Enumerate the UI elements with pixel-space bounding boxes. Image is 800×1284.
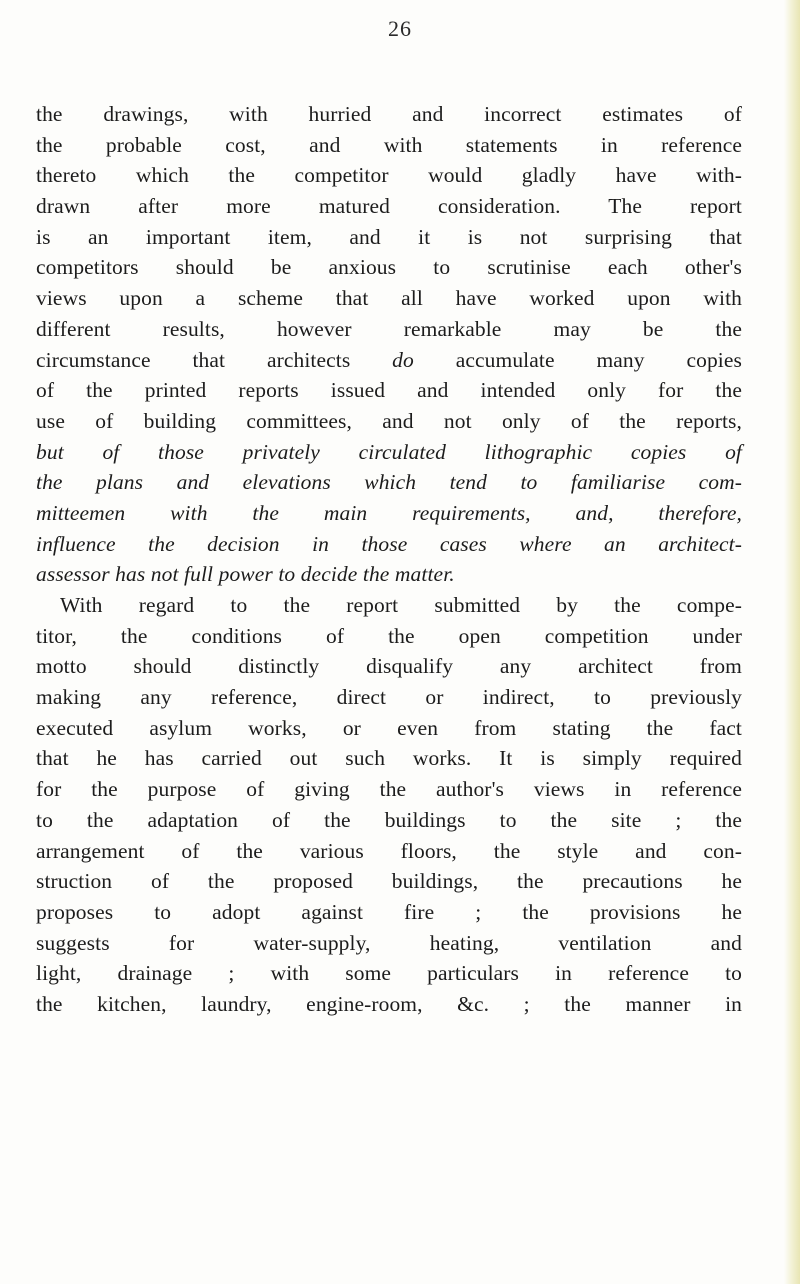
text-line: competitors should be anxious to scrutinise each other's (36, 255, 742, 280)
text-run: accumulate many copies (413, 347, 742, 372)
text-line: titor, the conditions of the open competition under (36, 623, 742, 648)
text-line: executed asylum works, or even from stating the fact (36, 715, 742, 740)
text-line: of the printed reports issued and intended only for the (36, 378, 742, 403)
text-line: different results, however remarkable may be the (36, 316, 742, 341)
italic-text-line: the plans and elevations which tend to familiarise com- (36, 470, 742, 495)
text-line: drawn after more matured consideration. The report (36, 194, 742, 219)
text-line: making any reference, direct or indirect, to previously (36, 685, 742, 710)
italic-text-line: assessor has not full power to decide the matter. (36, 562, 455, 587)
text-line: suggests for water-supply, heating, ventilation and (36, 930, 742, 955)
text-line: for the purpose of giving the author's views in reference (36, 777, 742, 802)
italic-text-line: mitteemen with the main requirements, and, therefore, (36, 500, 742, 525)
text-line: views upon a scheme that all have worked upon with (36, 286, 742, 311)
text-line: the probable cost, and with statements in reference (36, 132, 742, 157)
text-line: the drawings, with hurried and incorrect estimates of (36, 102, 742, 126)
italic-text-line: but of those privately circulated lithographic copies of (36, 439, 742, 464)
text-line: proposes to adopt against fire ; the provisions he (36, 899, 742, 924)
text-run: circumstance that architects (36, 347, 393, 372)
text-line: use of building committees, and not only of the reports, (36, 408, 742, 433)
text-line: to the adaptation of the buildings to the site ; the (36, 807, 742, 832)
text-line: is an important item, and it is not surprising that (36, 224, 742, 249)
text-line: light, drainage ; with some particulars in reference to (36, 961, 742, 986)
text-line: the kitchen, laundry, engine-room, &c. ; the manner in (36, 991, 742, 1016)
emphasis-text: do (392, 347, 414, 372)
paragraph-first-line: With regard to the report submitted by the compe- (60, 593, 742, 617)
page-edge-shadow (784, 0, 800, 1284)
text-line: that he has carried out such works. It is simply required (36, 746, 742, 771)
text-line: struction of the proposed buildings, the precautions he (36, 869, 742, 894)
italic-text-line: influence the decision in those cases where an architect- (36, 531, 742, 556)
text-line: thereto which the competitor would gladly have with- (36, 163, 742, 188)
text-line: arrangement of the various floors, the style and con- (36, 838, 742, 863)
text-line: motto should distinctly disqualify any architect from (36, 654, 742, 679)
text-line-mixed (36, 345, 742, 376)
body-text (36, 99, 742, 1020)
page-number: 26 (388, 16, 412, 41)
